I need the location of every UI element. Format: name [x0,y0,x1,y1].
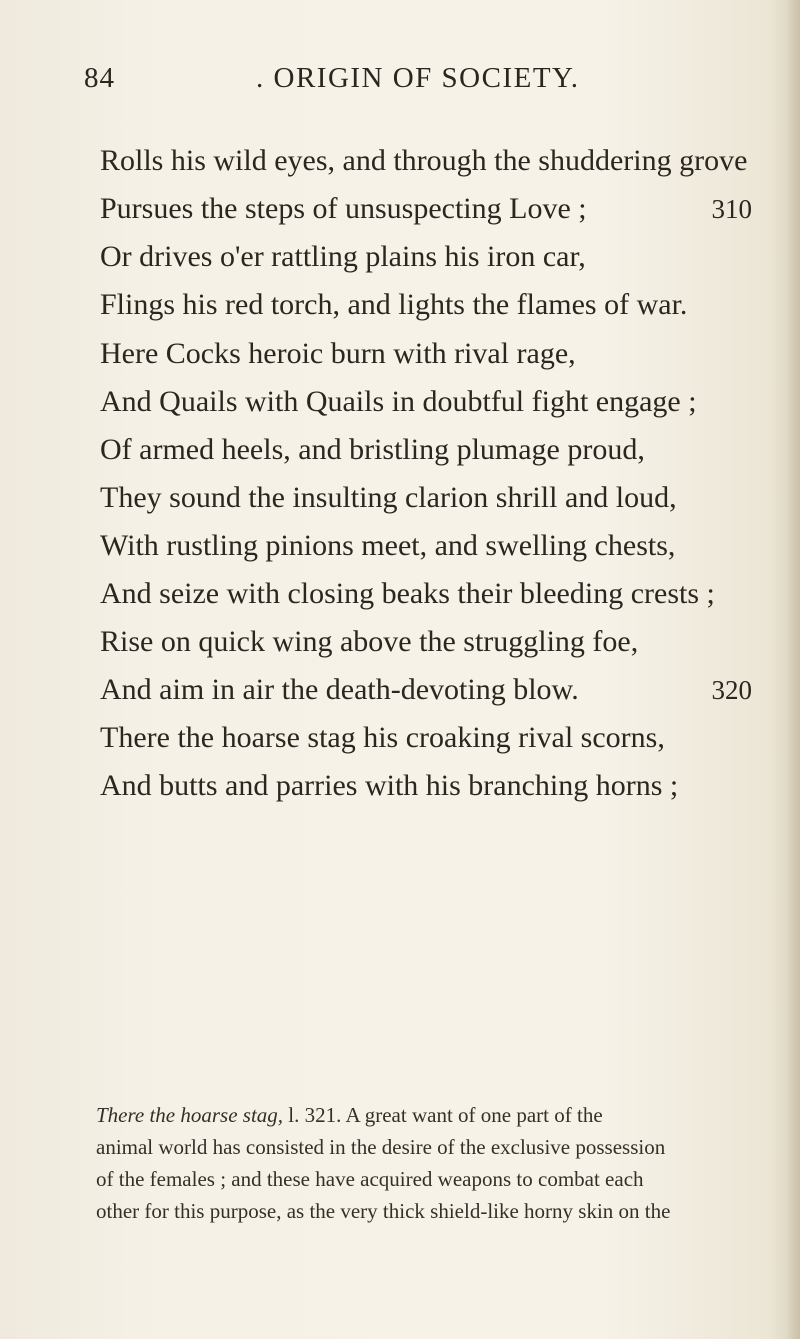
verse-line [100,522,760,570]
verse-line-text: Pursues the steps of unsuspecting Love ; [100,192,587,225]
verse-line [100,570,760,618]
verse-line [100,233,760,281]
verse-line-text: Of armed heels, and bristling plumage proud, [100,433,645,466]
footnote [96,1099,744,1227]
page-number: 84 [84,62,115,94]
verse-line-text: And aim in air the death-devoting blow. [100,673,579,706]
running-head-title: . ORIGIN OF SOCIETY. [256,62,580,94]
footnote-line: animal world has consisted in the desire of the exclusive possession [96,1135,666,1159]
footnote-lemma: There the hoarse stag, [96,1103,284,1127]
page-edge-shadow [786,0,800,1339]
footnote-text: A great want of one part of the [341,1103,603,1127]
footnote-line: of the females ; and these have acquired weapons to combat each [96,1167,644,1191]
verse-line-text: There the hoarse stag his croaking rival scorns, [100,721,665,754]
verse-line-text: Here Cocks heroic burn with rival rage, [100,337,576,370]
verse-line-text: Flings his red torch, and lights the flames of war. [100,288,688,321]
verse-line [100,474,760,522]
verse-line-text: Rise on quick wing above the struggling foe, [100,625,639,658]
verse-line-text: And seize with closing beaks their bleeding crests ; [100,577,715,610]
footnote-line-ref: l. 321. [283,1103,342,1127]
line-number: 320 [711,675,752,705]
verse-line [100,185,760,233]
footnote-line [96,1099,744,1131]
verse-line-text: Rolls his wild eyes, and through the shuddering grove [100,144,748,177]
verse-line-text: With rustling pinions meet, and swelling chests, [100,529,676,562]
running-head [84,62,644,102]
verse-line [100,378,760,426]
verse-line [100,666,760,714]
verse-line [100,281,760,329]
verse-line-text: And butts and parries with his branching horns ; [100,769,679,802]
verse-line-text: And Quails with Quails in doubtful fight engage ; [100,385,697,418]
verse-stanza [100,330,760,810]
line-number: 310 [711,194,752,224]
footnote-line: other for this purpose, as the very thick shield-like horny skin on the [96,1199,671,1223]
verse-stanza [100,137,760,329]
verse-line-text: Or drives o'er rattling plains his iron car, [100,240,586,273]
verse-line [100,762,760,810]
verse-line [100,137,760,185]
verse-line [100,618,760,666]
verse-line [100,714,760,762]
verse-line-text: They sound the insulting clarion shrill and loud, [100,481,677,514]
verse-line [100,330,760,378]
verse-line [100,426,760,474]
